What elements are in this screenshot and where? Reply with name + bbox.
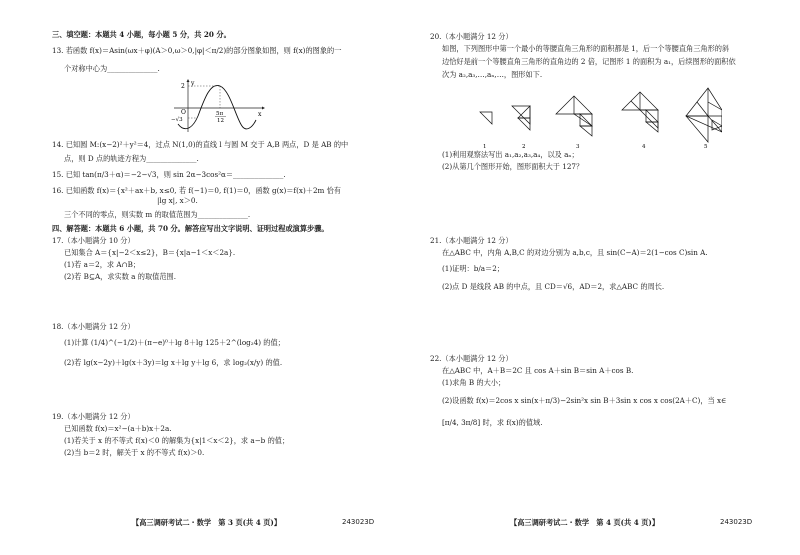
page-4-footer: 【高三调研考试二・数学 第 4 页(共 4 页)】 [510,518,660,527]
figure-4 [622,92,658,132]
q20-line3: 次为 a₂,a₃,…,aₙ,…，图形如下. [442,70,543,79]
q21-heading: 21.（本小题满分 12 分） [430,236,513,245]
y-axis-arrow [187,79,190,82]
figure-2 [512,106,530,130]
figure-1-label: 1 [483,144,487,150]
q20-line1: 如图，下列图形中第一个最小的等腰直角三角形的面积都是 1，后一个等腰直角三角形的斜 [442,44,730,53]
q14-line1: 14. 已知圆 M:(x−2)²＋y²＝4，过点 N(1,0)的直线 l 与圆 M 交于 A,B 两点，D 是 AB 的中 [52,140,349,149]
page-3 [52,0,412,555]
x-axis-label: x [258,111,262,118]
q22-heading: 22.（本小题满分 12 分） [430,354,513,363]
figure-4-label: 4 [642,144,646,150]
figure-3 [556,96,592,136]
q21-line2: (1)证明：b/a＝2； [442,264,504,273]
q13-line1: 13. 若函数 f(x)＝Asin(ωx＋φ)(A＞0,ω＞0,|φ|＜π/2)的部分图象如图，则 f(x)的图象的一 [52,46,342,55]
page-3-code: 243023D [342,518,375,526]
figure-3-label: 3 [576,144,580,150]
q13-sine-graph [170,78,266,134]
q21-line3: (2)点 D 是线段 AB 的中点，且 CD＝√6，AD＝2，求△ABC 的周长. [442,282,665,291]
q17-line3: (2)若 B⊆A，求实数 a 的取值范围. [64,272,176,281]
q19-line3: (2)当 b＝2 时，解关于 x 的不等式 f(x)＞0. [64,448,205,457]
q21-line1: 在△ABC 中，内角 A,B,C 的对边分别为 a,b,c，且 sin(C−A)＝2(1−cos C)sin A. [442,248,708,257]
q22-line3: (2)设函数 f(x)＝2cos x sin(x＋π/3)−2sin²x sin B＋3sin x cos x cos(2A＋C)，当 x∈ [442,396,727,405]
figure-1 [480,112,492,124]
q17-heading: 17.（本小题满分 10 分） [52,236,135,245]
page-4 [430,0,790,555]
q20-heading: 20.（本小题满分 12 分） [430,32,513,41]
q15: 15. 已知 tan(π/3＋α)＝−2−√3，则 sin 2α−3cos²α＝______________. [52,170,286,179]
y-min-label: −√3 [171,117,183,123]
q16-line1: 16. 已知函数 f(x)＝{x²＋ax＋b, x≤0, 若 f(−1)＝0, f(1)＝0，函数 g(x)＝f(x)＋2m 恰有 [52,186,341,195]
q16-line1b: |lg x|, x＞0. [157,196,198,205]
page-4-code: 243023D [720,518,753,526]
figure-5-label: 5 [704,144,708,150]
q20-line2: 边恰好是前一个等腰直角三角形的直角边的 2 倍，记图形 1 的面积为 a₁，后续图形的面积依 [442,57,736,66]
y-max-label: 2 [181,83,185,90]
q18-line1: (1)计算 (1/4)^(−1/2)＋(π−e)⁰＋lg 8＋lg 125＋2^(log₂4) 的值； [64,338,285,347]
section-4-heading: 四、解答题：本题共 6 小题，共 70 分。解答应写出文字说明、证明过程或演算步骤。 [52,224,329,233]
q18-line2: (2)若 lg(x−2y)＋lg(x＋3y)＝lg x＋lg y＋lg 6，求 log₂(x/y) 的值. [64,358,283,367]
x-tick-num: 5π [216,111,224,117]
q14-line2: 点，则 D 点的轨迹方程为______________. [64,154,199,163]
q19-line1: 已知函数 f(x)＝x²−(a＋b)x＋2a. [64,424,172,433]
q19-line2: (1)若关于 x 的不等式 f(x)＜0 的解集为{x|1＜x＜2}，求 a−b 的值； [64,436,290,445]
q18-heading: 18.（本小题满分 12 分） [52,322,135,331]
q20-triangle-figures [472,80,722,150]
q20-line4: (1)利用观察法写出 a₁,a₂,a₃,a₄，以及 aₙ； [442,150,579,159]
page-3-footer: 【高三调研考试二・数学 第 3 页(共 4 页)】 [132,518,282,527]
q17-line2: (1)若 a＝2，求 A∩B； [64,260,141,269]
section-3-heading: 三、填空题：本题共 4 小题，每小题 5 分，共 20 分。 [52,30,231,39]
q19-heading: 19.（本小题满分 12 分） [52,412,135,421]
q20-line5: (2)从第几个图形开始，图形面积大于 127？ [442,162,584,171]
q17-line1: 已知集合 A＝{x|−2＜x≤2}，B＝{x|a−1＜x＜2a}. [64,248,236,257]
q22-line1: 在△ABC 中，A＋B＝2C 且 cos A＋sin B＝sin A＋cos B. [442,366,634,375]
origin-label: O [181,109,186,116]
q13-line2: 个对称中心为______________. [64,64,160,73]
q22-line4: [π/4, 3π/8] 时，求 f(x)的值域. [442,418,543,427]
figure-2-label: 2 [522,144,526,150]
figure-5 [686,88,722,142]
x-axis-arrow [262,107,265,110]
x-tick-den: 12 [217,118,224,124]
q22-line2: (1)求角 B 的大小； [442,378,506,387]
q16-line2: 三个不同的零点，则实数 m 的取值范围为______________. [64,210,251,219]
y-axis-label: y [191,80,195,87]
